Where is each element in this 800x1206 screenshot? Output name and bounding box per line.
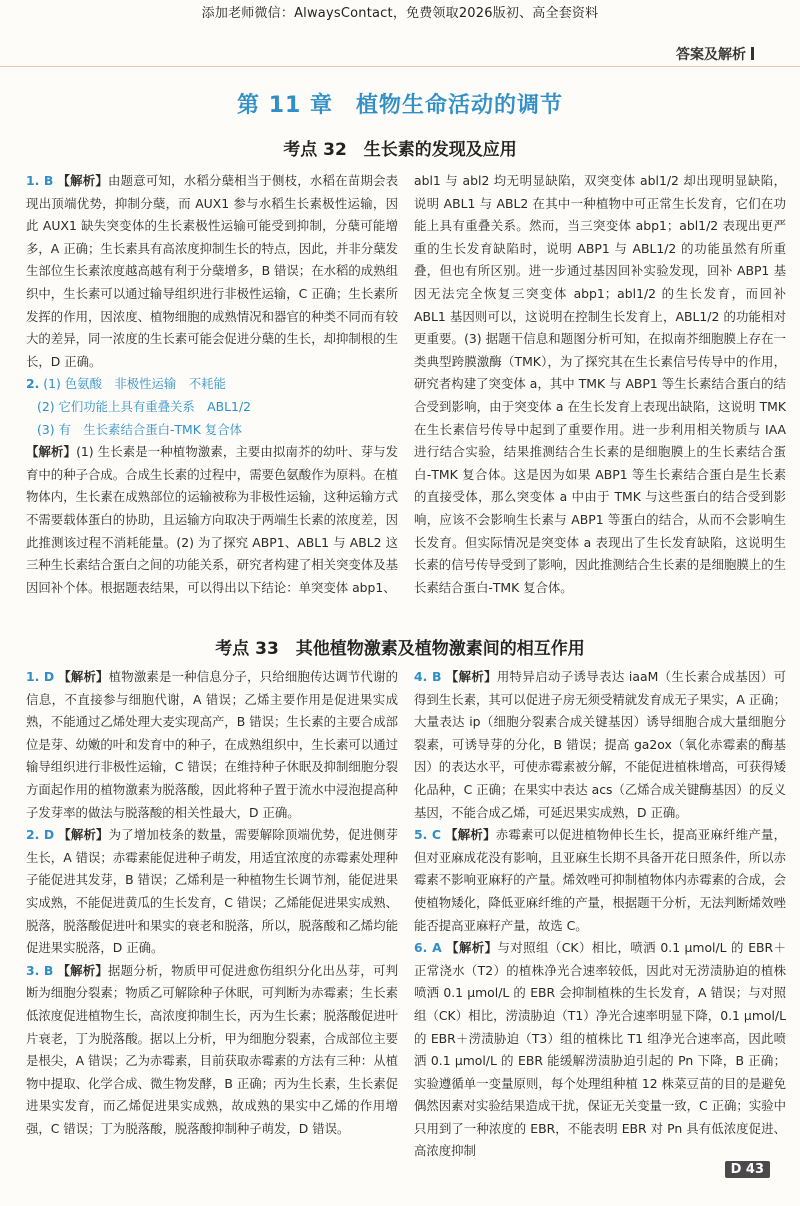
section-32-title: 考点 32 生长素的发现及应用 [283,140,517,160]
answer-item: 3. B 【解析】据题分析，物质甲可促进愈伤组织分化出丛芽，可判断为细胞分裂素；物质乙可解除种子休眠，可判断为赤霉素；生长素低浓度促进植物生长，高浓度抑制生长，丙为生长素；脱落酸促进叶片衰老，丁为脱落酸。据以上分析，甲为细胞分裂素，合成部位主要是根尖，A 错误；乙为赤霉素，目前获取赤霉素的方法有三种：从植物中提取、化学合成、微生物发酵，B 正确；丙为生长素，生长素促进果实发育，而乙烯促进果实成熟，故成熟的果实中乙烯的作用增强，C 错误；丁为脱落酸，脱落酸抑制种子萌发，D 错误。 [26,962,399,1136]
explanation: 【解析】(1) 生长素是一种植物激素，主要由拟南芥的幼叶、芽与发育中的种子合成。合成生长素的过程中，需要色氨酸作为原料。在植物体内，生长素在成熟部位的运输被称为非极性运输，这种运输方式不需要载体蛋白的协助，且运输方向取决于两端生长素的浓度差，因此推测该过程不消耗能量。(2) 为了探究 ABP1、ABL1 与 ABL2 这三种生长素结合蛋白之间的功能关系，研究者构建了相关突变体及基因回补个体。根据题表结果，可以得出以下结论：单突变体 abp1、 [26,444,398,595]
answer-item: 4. B 【解析】用特异启动子诱导表达 iaaM（生长素合成基因）可得到生长素，其可以促进子房无须受精就发育成无子果实，A 正确；大量表达 ip（细胞分裂素合成关键基因）诱导细胞合成大量细胞分裂素，可诱导芽的分化，B 错误；提高 ga2ox（氧化赤霉素的酶基因）的表达水平，可使赤霉素被分解，不能促进植株增高，可获得矮化品种，C 正确；在果实中表达 acs（乙烯合成关键酶基因）的反义基因，不能合成乙烯，可延迟果实成熟，D 正确。 [414,669,786,820]
answer-item: 1. D 【解析】植物激素是一种信息分子，只给细胞传达调节代谢的信息，不直接参与细胞代谢，A 错误；乙烯主要作用是促进果实成熟，不能通过乙烯处理大麦实现高产，B 错误；生长素的主要合成部位是芽、幼嫩的叶和发育中的种子，在成熟组织中，生长素可以通过输导组织进行非极性运输，C 错误；在维持种子休眠及抑制细胞分裂方面起作用的植物激素为脱落酸，因此将种子置于流水中浸泡提高种子发芽率的做法与脱落酸的相关性最大，D 正确。 [26,669,398,820]
page-number: D 43 [725,1161,770,1178]
section-33-left-column [26,666,398,1140]
answer-item: 2. (1) 色氨酸 非极性运输 不耗能 [26,376,226,392]
promo-note: 添加老师微信：AlwaysContact，免费领取2026版初、高全套资料 [201,6,599,21]
section-33-right-column [414,666,786,1163]
answer-item: 1. B 【解析】由题意可知，水稻分蘖相当于侧枝，水稻在苗期会表现出顶端优势，抑制分蘖，而 AUX1 参与水稻生长素极性运输，因此 AUX1 缺失突变体的生长素极性运输可能受到抑制，分蘖可能增多，A 正确；生长素具有高浓度抑制生长的特点，因此，并非分蘖发生部位生长素浓度越高越有利于分蘖增多，B 错误；在水稻的成熟组织中，生长素可以通过输导组织进行非极性运输，C 正确；生长素所发挥的作用，因浓度、植物细胞的成熟情况和器官的种类不同而有较大的差异，同一浓度的生长素可能会促进分蘖的生长，却抑制根的生长，D 正确。 [26,173,399,369]
answer-item: 2. D 【解析】为了增加枝条的数量，需要解除顶端优势，促进侧芽生长，A 错误；赤霉素能促进种子萌发，用适宜浓度的赤霉素处理种子能促进其发芽，B 错误；乙烯利是一种植物生长调节剂，能促进果实成熟，不能促进黄瓜的生长发育，C 错误；乙烯能促进果实成熟、脱落，脱落酸促进叶和果实的衰老和脱落，所以，脱落酸和乙烯均能促进果实脱落，D 正确。 [26,827,398,956]
section-32-right-column [414,170,786,599]
header-rule [0,66,800,67]
section-33-title: 考点 33 其他植物激素及植物激素间的相互作用 [215,639,585,659]
answer-line: (3) 有 生长素结合蛋白-TMK 复合体 [37,421,242,437]
chapter-title: 第 11 章 植物生命活动的调节 [237,93,563,118]
section-32-left-column [26,170,398,599]
answer-line: (2) 它们功能上具有重叠关系 ABL1/2 [37,398,251,414]
section-tag: 答案及解析 [676,44,754,64]
answer-item: 5. C 【解析】赤霉素可以促进植物伸长生长，提高亚麻纤维产量，但对亚麻成花没有影响，且亚麻生长期不具备开花日照条件，所以赤霉素不影响亚麻籽的产量。烯效唑可抑制植物体内赤霉素的合成，会使植物矮化，降低亚麻纤维的产量，根据题干分析，无法判断烯效唑能否提高亚麻籽产量，故选 C。 [414,827,786,933]
explanation-continued: abl1 与 abl2 均无明显缺陷，双突变体 abl1/2 却出现明显缺陷，说明 ABL1 与 ABL2 在其中一种植物中可正常生长发育，它们在功能上具有重叠关系。然而，当三突变体 abp1；abl1/2 表现出更严重的生长发育缺陷时，说明 ABP1 与 ABL1/2 的功能虽然有所重叠，但也有所区别。进一步通过基因回补实验发现，回补 ABP1 基因无法完全恢复三突变体 abp1；abl1/2 的生长发育，而回补 ABL1 基因则可以，这说明在控制生长发育上，ABL1/2 的功能相对更重要。(3) 据题干信息和题图分析可知，在拟南芥细胞膜上存在一类典型跨膜激酶（TMK），为了探究其在生长素信号传导中的作用，研究者构建了突变体 a，其中 TMK 与 ABP1 等生长素结合蛋白的结合受到影响，由于突变体 a 在生长发育上表现出缺陷，这说明 TMK 在生长素信号传导中起到了重要作用。进一步利用相关物质与 IAA 进行结合实验，结果推测结合生长素的是细胞膜上的生长素结合蛋白-TMK 复合体。这是因为如果 ABP1 等生长素结合蛋白是生长素的直接受体，那么突变体 a 中由于 TMK 与这些蛋白的结合受到影响，应该不会影响生长素与 ABP1 等蛋白的结合，从而不会影响生长发育。但实际情况是突变体 a 表现出了生长发育缺陷，这说明生长素的信号传导受到了影响，因此推测结合生长素的是细胞膜上的生长素结合蛋白-TMK 复合体。 [414,173,786,595]
answer-item: 6. A 【解析】与对照组（CK）相比，喷洒 0.1 μmol/L 的 EBR＋正常浇水（T2）的植株净光合速率较低，因此对无涝渍胁迫的植株喷洒 0.1 μmol/L 的 EBR 会抑制植株的生长发育，A 错误；与对照组（CK）相比，涝渍胁迫（T1）净光合速率明显下降，0.1 μmol/L 的 EBR＋涝渍胁迫（T3）组的植株比 T1 组净光合速率高，因此喷洒 0.1 μmol/L 的 EBR 能缓解涝渍胁迫引起的 Pn 下降，B 正确；实验遵循单一变量原则，每个处理组种植 12 株菜豆苗的目的是避免偶然因素对实验结果造成干扰，保证无关变量一致，C 正确；实验中只用到了一种浓度的 EBR，不能表明 EBR 对 Pn 具有低浓度促进、高浓度抑制 [414,940,786,1159]
tag-bar [751,47,754,60]
